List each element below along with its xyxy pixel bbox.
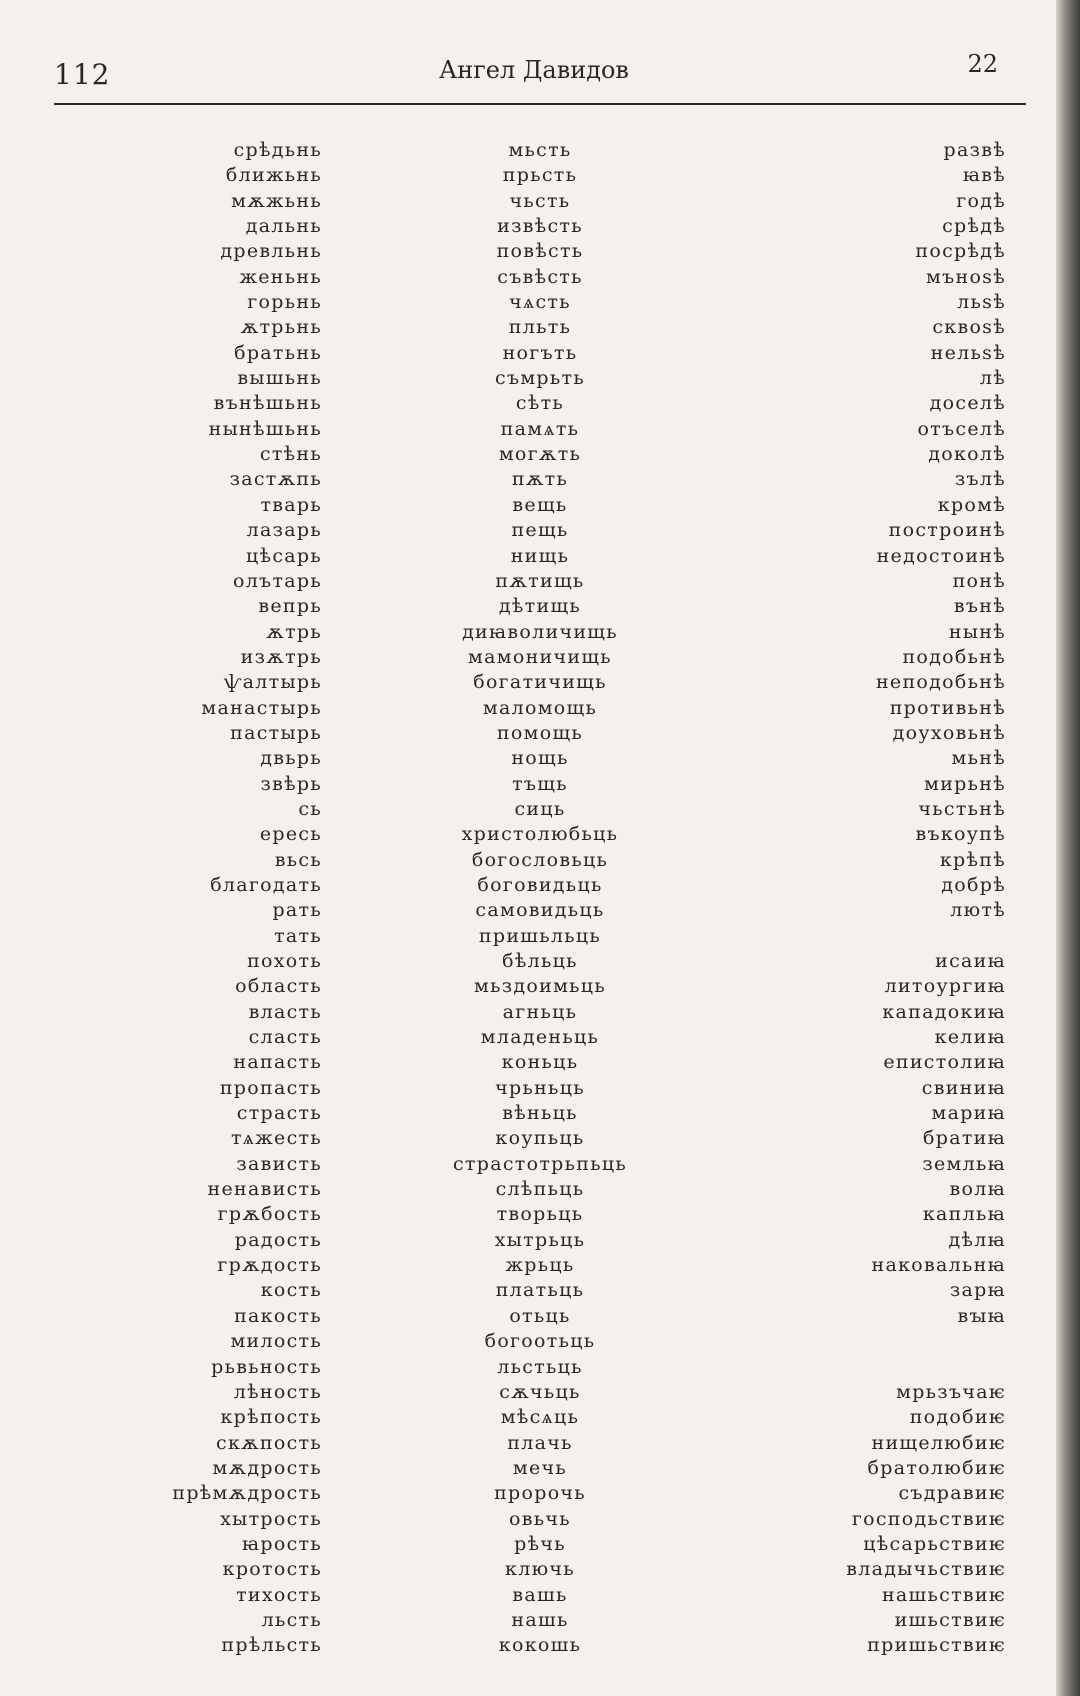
word-entry: богатичищь [473,671,607,694]
word-entry: вещь [512,493,568,516]
word-entry: мрьзъчаѥ [896,1380,1006,1403]
word-entry: понѣ [952,569,1006,592]
word-entry: ишьствиѥ [894,1608,1006,1631]
word-entry: младеньць [480,1026,600,1049]
word-entry: дальнь [245,215,322,238]
section-number: 22 [967,50,998,78]
word-entry: христолюбьць [461,823,619,846]
word-entry: хытрость [220,1507,322,1530]
word-entry: ногъть [502,341,578,364]
word-entry: агньць [502,1000,578,1023]
word-entry: нельѕѣ [930,341,1006,364]
word-entry: бѣльць [502,950,578,972]
word-entry: мъноѕѣ [926,265,1006,288]
word-entry: мѫдрость [212,1456,322,1479]
word-entry: лютѣ [950,899,1006,922]
word-entry: доколѣ [928,443,1006,466]
word-entry: овьчь [509,1507,571,1530]
word-entry: сласть [248,1026,322,1049]
word-entry: ꙗвѣ [962,164,1006,187]
word-entry: наковальнꙗ [871,1254,1006,1277]
word-entry: подобьнѣ [902,645,1006,668]
book-spine-shadow [1056,0,1080,1696]
word-column-3 [760,138,1006,1659]
word-entry: двьрь [260,747,322,770]
word-entry: съвѣсть [497,265,583,288]
word-entry: сь [298,797,322,820]
word-entry: богословьць [471,848,609,871]
word-entry: ѫтрьнь [240,316,322,339]
word-entry: вѣньць [502,1102,578,1125]
word-entry: извѣсть [497,215,583,238]
word-entry: напасть [233,1051,322,1074]
word-entry: ꙗрость [242,1532,322,1555]
word-entry: противьнѣ [889,696,1006,719]
word-entry: чьстьнѣ [918,797,1006,820]
word-entry: вышьнь [237,367,322,390]
word-entry: сквоѕѣ [932,316,1006,339]
word-entry: нынѣшьнь [208,417,322,440]
word-entry: доуховьнѣ [892,721,1006,744]
word-entry: братьнь [234,341,322,364]
word-entry: маломощь [482,696,598,719]
word-entry: сиць [514,797,566,820]
word-entry: вьсь [274,848,322,871]
word-entry: чьсть [509,189,571,212]
word-entry: мьздоимьць [474,975,606,998]
word-entry: коньць [501,1051,579,1074]
word-entry: прьсть [502,164,578,187]
word-entry: мѣсѧць [500,1406,580,1429]
word-entry: мѫжьнь [231,189,322,212]
word-entry: боговидьць [477,873,603,896]
word-entry: чѧсть [509,291,571,314]
word-entry: пришьствиѥ [867,1634,1006,1657]
word-entry: кротость [222,1558,322,1581]
word-entry: въкоупѣ [915,823,1006,846]
word-entry: мечь [512,1456,568,1479]
word-entry: коупьць [495,1127,585,1150]
word-entry: хытрьць [494,1228,586,1251]
word-entry: пострoинѣ [888,519,1006,542]
word-entry: страстотрьпьць [452,1152,628,1175]
word-entry: радость [234,1228,322,1251]
word-entry: литоургиꙗ [884,975,1006,998]
word-entry: ближьнь [225,164,322,187]
word-entry: грѫбость [217,1203,322,1226]
word-entry: волꙗ [949,1178,1006,1201]
word-entry: пльть [508,316,572,339]
word-entry: рьвьность [211,1355,322,1378]
blank-line [760,1355,1006,1380]
word-entry: льсть [261,1608,322,1631]
word-entry: помощь [496,721,584,744]
word-entry: земльꙗ [922,1152,1006,1175]
word-entry: зълѣ [954,468,1006,491]
word-entry: тихость [236,1583,322,1606]
word-entry: господьствиѥ [851,1507,1006,1530]
word-entry: исаиꙗ [935,950,1006,972]
word-entry: горьнь [247,291,322,314]
word-entry: неподобьнѣ [875,671,1006,694]
word-entry: кромѣ [937,493,1006,516]
word-entry: повѣсть [496,240,584,263]
word-entry: вашь [512,1583,568,1606]
word-entry: срѣдьнь [233,139,322,161]
word-entry: тать [274,924,322,947]
word-entry: рѣчь [514,1532,566,1555]
word-entry: слѣпьць [495,1178,585,1201]
word-entry: стѣнь [259,443,322,466]
word-entry: ненависть [207,1178,322,1201]
word-entry: братолюбиѥ [867,1456,1006,1479]
word-entry: братиꙗ [923,1127,1006,1150]
word-entry: страсть [236,1102,322,1125]
word-entry: съмрьть [495,367,585,390]
word-entry: древльнь [220,240,322,263]
word-entry: могѫть [498,443,582,466]
word-entry: ключь [505,1558,575,1581]
word-entry: льѕѣ [957,291,1006,314]
word-entry: тварь [260,493,322,516]
word-entry: самовидьць [475,899,605,922]
word-entry: свиниꙗ [921,1076,1006,1099]
word-entry: подобиѥ [909,1406,1006,1429]
word-entry: прѣмѫдрость [172,1482,322,1505]
word-entry: цѣсарь [246,544,322,567]
word-entry: пакость [234,1304,322,1327]
page-number: 112 [54,58,111,91]
word-entry: ересь [259,823,322,846]
word-column-2 [420,138,660,1659]
word-entry: лѣность [233,1380,322,1403]
word-entry: зарꙗ [949,1279,1006,1302]
word-entry: область [235,975,322,998]
word-entry: вънѣ [953,595,1006,618]
word-entry: нощь [511,747,569,770]
word-entry: годѣ [956,189,1006,212]
word-entry: крѣпѣ [939,848,1006,871]
word-entry: пѫть [511,468,569,491]
word-entry: застѫпь [229,468,322,491]
word-entry: дѣтищь [498,595,582,618]
word-entry: пророчь [494,1482,586,1505]
word-entry: льстьць [497,1355,583,1378]
word-entry: сѣть [515,392,565,415]
word-entry: лѣ [979,367,1006,390]
word-entry: крѣпость [220,1406,322,1429]
word-entry: нищь [510,544,570,567]
word-entry: мамоничищь [468,645,612,668]
word-entry: милость [230,1330,322,1353]
word-entry: женьнь [239,265,322,288]
word-entry: благодать [210,873,322,896]
word-entry: власть [248,1000,322,1023]
word-entry: вꙑꙗ [957,1304,1006,1327]
word-entry: звѣрь [260,772,322,795]
word-entry: доселѣ [929,392,1006,415]
word-column-1 [0,138,322,1659]
word-entry: кокошь [498,1634,582,1657]
word-entry: изѫтрь [240,645,322,668]
running-head: Ангел Давидов [439,56,629,84]
word-entry: дѣлꙗ [948,1228,1006,1251]
word-entry: мьнѣ [951,747,1006,770]
word-entry: диꙗволичищь [462,620,618,643]
word-entry: вънѣшьнь [213,392,322,415]
word-entry: чрьньць [495,1076,585,1099]
word-entry: тѧжесть [230,1127,322,1150]
word-entry: мирьнѣ [924,772,1006,795]
word-entry: мариꙗ [931,1102,1006,1125]
word-entry: отьць [509,1304,571,1327]
word-entry: богоотьць [484,1330,596,1353]
word-entry: ѱалтырь [224,671,322,694]
word-entry: нашьствиѥ [881,1583,1006,1606]
page-header [54,50,1014,100]
word-entry: развѣ [943,139,1006,161]
word-entry: памѧть [500,417,580,440]
blank-line [760,924,1006,949]
word-entry: творьць [496,1203,584,1226]
word-entry: нынѣ [948,620,1006,643]
word-entry: посрѣдѣ [915,240,1006,263]
word-entry: съдравиѥ [898,1482,1006,1505]
word-entry: недостоинѣ [876,544,1006,567]
word-entry: лазарь [246,519,322,542]
word-entry: срѣдѣ [942,215,1006,238]
word-entry: платьць [495,1279,585,1302]
word-entry: епистолиꙗ [883,1051,1006,1074]
word-entry: грѫдость [217,1254,322,1277]
word-entry: отъселѣ [917,417,1006,440]
word-entry: кость [260,1279,322,1302]
word-entry: пришьльць [478,924,602,947]
word-entry: пѫтищь [495,569,585,592]
word-entry: прѣльсть [221,1634,322,1657]
word-entry: плачь [507,1431,573,1454]
word-entry: вепрь [258,595,322,618]
word-entry: зависть [236,1152,322,1175]
word-entry: тъщь [512,772,568,795]
word-entry: жрьць [505,1254,575,1277]
word-entry: пастырь [230,721,322,744]
word-entry: пещь [511,519,569,542]
word-entry: капльꙗ [922,1203,1006,1226]
word-entry: кападокиꙗ [882,1000,1006,1023]
word-entry: манастырь [201,696,322,719]
word-entry: пропасть [219,1076,322,1099]
blank-line [760,1329,1006,1354]
word-entry: ѫтрь [266,620,322,643]
word-entry: нашь [511,1608,569,1631]
word-entry: келиꙗ [934,1026,1006,1049]
word-entry: нищелюбиѥ [871,1431,1006,1454]
word-entry: скѫпость [216,1431,322,1454]
word-entry: рать [272,899,322,922]
word-entry: похоть [247,950,322,972]
word-entry: добрѣ [941,873,1006,896]
word-entry: мьсть [508,139,572,161]
header-rule [54,103,1026,105]
word-entry: цѣсарьствиѥ [863,1532,1006,1555]
word-entry: олътарь [232,569,322,592]
word-entry: владычьствиѥ [846,1558,1006,1581]
word-entry: сѫчьць [499,1380,581,1403]
